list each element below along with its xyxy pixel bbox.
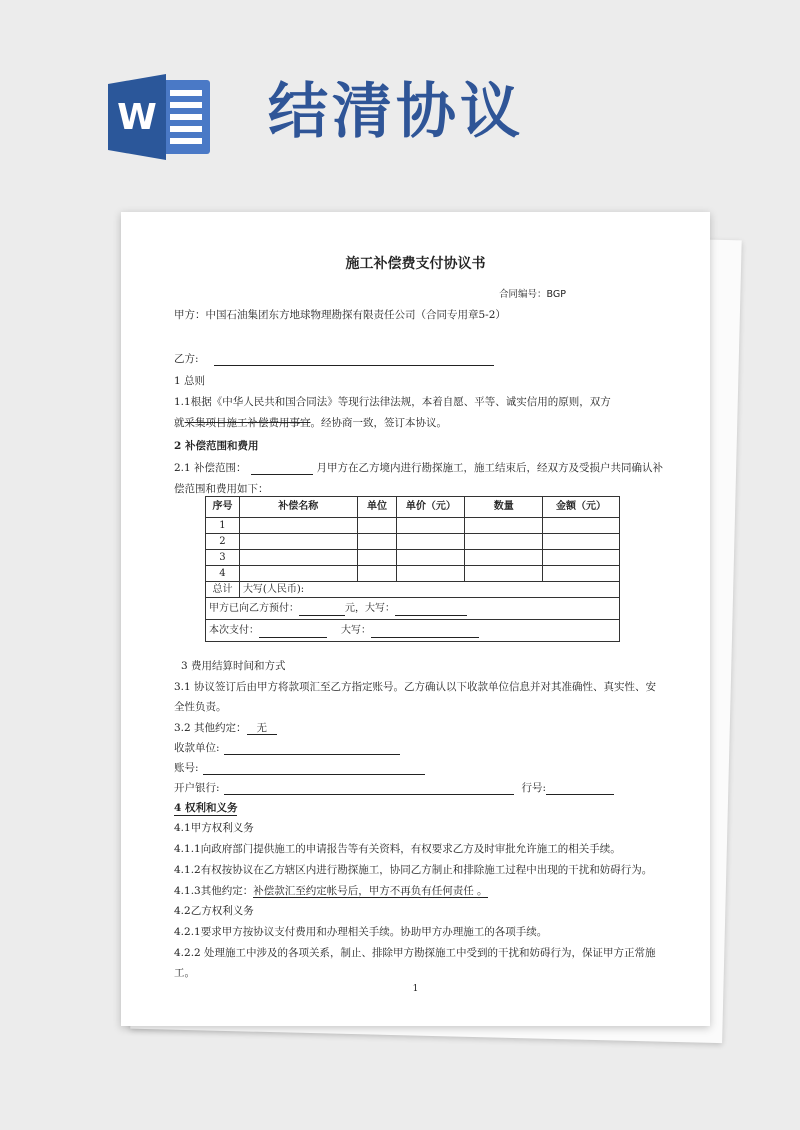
row-index: 4 (206, 566, 240, 582)
party-b-line (174, 352, 494, 366)
clause-1-1-line-1: 1.1根据《中华人民共和国合同法》等现行法律法规，本着自愿、平等、诚实信用的原则，双方 (174, 396, 611, 408)
header-cell: 单位 (357, 497, 397, 518)
clause-2-1-line-1 (174, 461, 663, 475)
clause-4-2-2-line-2: 工。 (174, 967, 195, 979)
total-label: 总计 (206, 582, 240, 598)
table-header-row (206, 497, 620, 518)
total-caps: 大写(人民币): (239, 582, 619, 598)
bank-line (174, 781, 614, 795)
clause-3-1-line-2: 全性负责。 (174, 701, 227, 713)
current-caps-blank (371, 625, 479, 638)
table-row (206, 518, 620, 534)
clause-4-1-2: 4.1.2有权按协议在乙方辖区内进行勘探施工，协同乙方制止和排除施工过程中出现的干扰和妨碍行为。 (174, 864, 653, 876)
header-cell: 单价（元） (397, 497, 465, 518)
compensation-table (205, 496, 620, 642)
clause-4-1-3-value: 补偿款汇至约定帐号后，甲方不再负有任何责任 。 (253, 885, 488, 897)
clause-3-1-line-1: 3.1 协议签订后由甲方将款项汇至乙方指定账号。乙方确认以下收款单位信息并对其准确性、真实性、安 (174, 681, 657, 693)
clause-2-1-line-2: 偿范围和费用如下： (174, 483, 269, 495)
section-2-title: 2 补偿范围和费用 (174, 440, 259, 452)
contract-number: 合同编号：BGP (499, 289, 566, 300)
prepaid-caps-blank (395, 603, 467, 616)
bank-no-blank (546, 782, 614, 795)
bank-label: 开户银行: (174, 782, 220, 794)
total-row (206, 582, 620, 598)
clause-4-1-3-label: 4.1.3其他约定： (174, 885, 254, 897)
header-cell: 数量 (465, 497, 543, 518)
clause-2-1-text: 月甲方在乙方境内进行勘探施工，施工结束后，经双方及受损户共同确认补 (316, 462, 664, 474)
page-number: 1 (412, 984, 419, 994)
account-line (174, 761, 425, 775)
prepaid-cell (206, 598, 620, 620)
section-4-title: 4 权利和义务 (174, 802, 238, 814)
word-icon-letter: W (117, 97, 157, 138)
prepaid-row (206, 598, 620, 620)
clause-1-1-suffix: 。经协商一致，签订本协议。 (310, 417, 447, 429)
table-row (206, 566, 620, 582)
clause-1-1-line-2 (174, 416, 447, 430)
section-3-title: 3 费用结算时间和方式 (181, 660, 286, 672)
clause-2-1-label: 2.1 补偿范围： (174, 462, 247, 474)
table-row (206, 534, 620, 550)
clause-1-1-prefix: 就 (174, 417, 185, 429)
payee-blank (224, 742, 400, 755)
account-label: 账号: (174, 762, 199, 774)
clause-3-2-label: 3.2 其他约定： (174, 722, 247, 734)
account-blank (203, 762, 425, 775)
party-b-blank (214, 353, 494, 366)
current-payment-cell (206, 620, 620, 642)
payee-line (174, 741, 400, 755)
clause-4-1-1: 4.1.1向政府部门提供施工的申请报告等有关资料，有权要求乙方及时审批允许施工的相关手续。 (174, 843, 621, 855)
clause-3-2-value: 无 (247, 722, 278, 735)
row-index: 1 (206, 518, 240, 534)
clause-4-1: 4.1甲方权利义务 (174, 822, 254, 834)
current-payment-blank (259, 625, 327, 638)
current-payment-row (206, 620, 620, 642)
prepaid-caps-label: 元，大写： (345, 602, 395, 614)
header-cell: 序号 (206, 497, 240, 518)
table-row (206, 550, 620, 566)
word-icon (108, 74, 212, 160)
bank-blank (224, 782, 514, 795)
clause-4-1-3 (174, 884, 488, 898)
row-index: 3 (206, 550, 240, 566)
prepaid-amount-blank (299, 603, 345, 616)
row-index: 2 (206, 534, 240, 550)
clause-1-1-project: 采集项目施工补偿费用事宜 (184, 417, 311, 429)
clause-4-2-2-line-1: 4.2.2 处理施工中涉及的各项关系，制止、排除甲方勘探施工中受到的干扰和妨碍行为，保证甲方正常施 (174, 947, 656, 959)
clause-4-2: 4.2乙方权利义务 (174, 905, 254, 917)
current-caps-label: 大写： (341, 624, 371, 636)
header-cell: 补偿名称 (239, 497, 357, 518)
current-payment-label: 本次支付： (209, 624, 259, 636)
party-b-label: 乙方: (174, 353, 199, 365)
bank-no-label: 行号: (521, 782, 547, 794)
banner-title: 结清协议 (268, 77, 524, 147)
document-page (121, 212, 710, 1026)
party-a: 甲方：中国石油集团东方地球物理勘探有限责任公司（合同专用章5-2） (174, 309, 506, 321)
clause-2-1-blank (251, 462, 313, 475)
payee-label: 收款单位: (174, 742, 220, 754)
document-title: 施工补偿费支付协议书 (345, 256, 486, 272)
prepaid-label: 甲方已向乙方预付： (209, 602, 299, 614)
clause-4-2-1: 4.2.1要求甲方按协议支付费用和办理相关手续。协助甲方办理施工的各项手续。 (174, 926, 548, 938)
header-cell: 金额（元） (543, 497, 620, 518)
clause-3-2 (174, 721, 277, 735)
section-1-title: 1 总则 (174, 375, 206, 387)
